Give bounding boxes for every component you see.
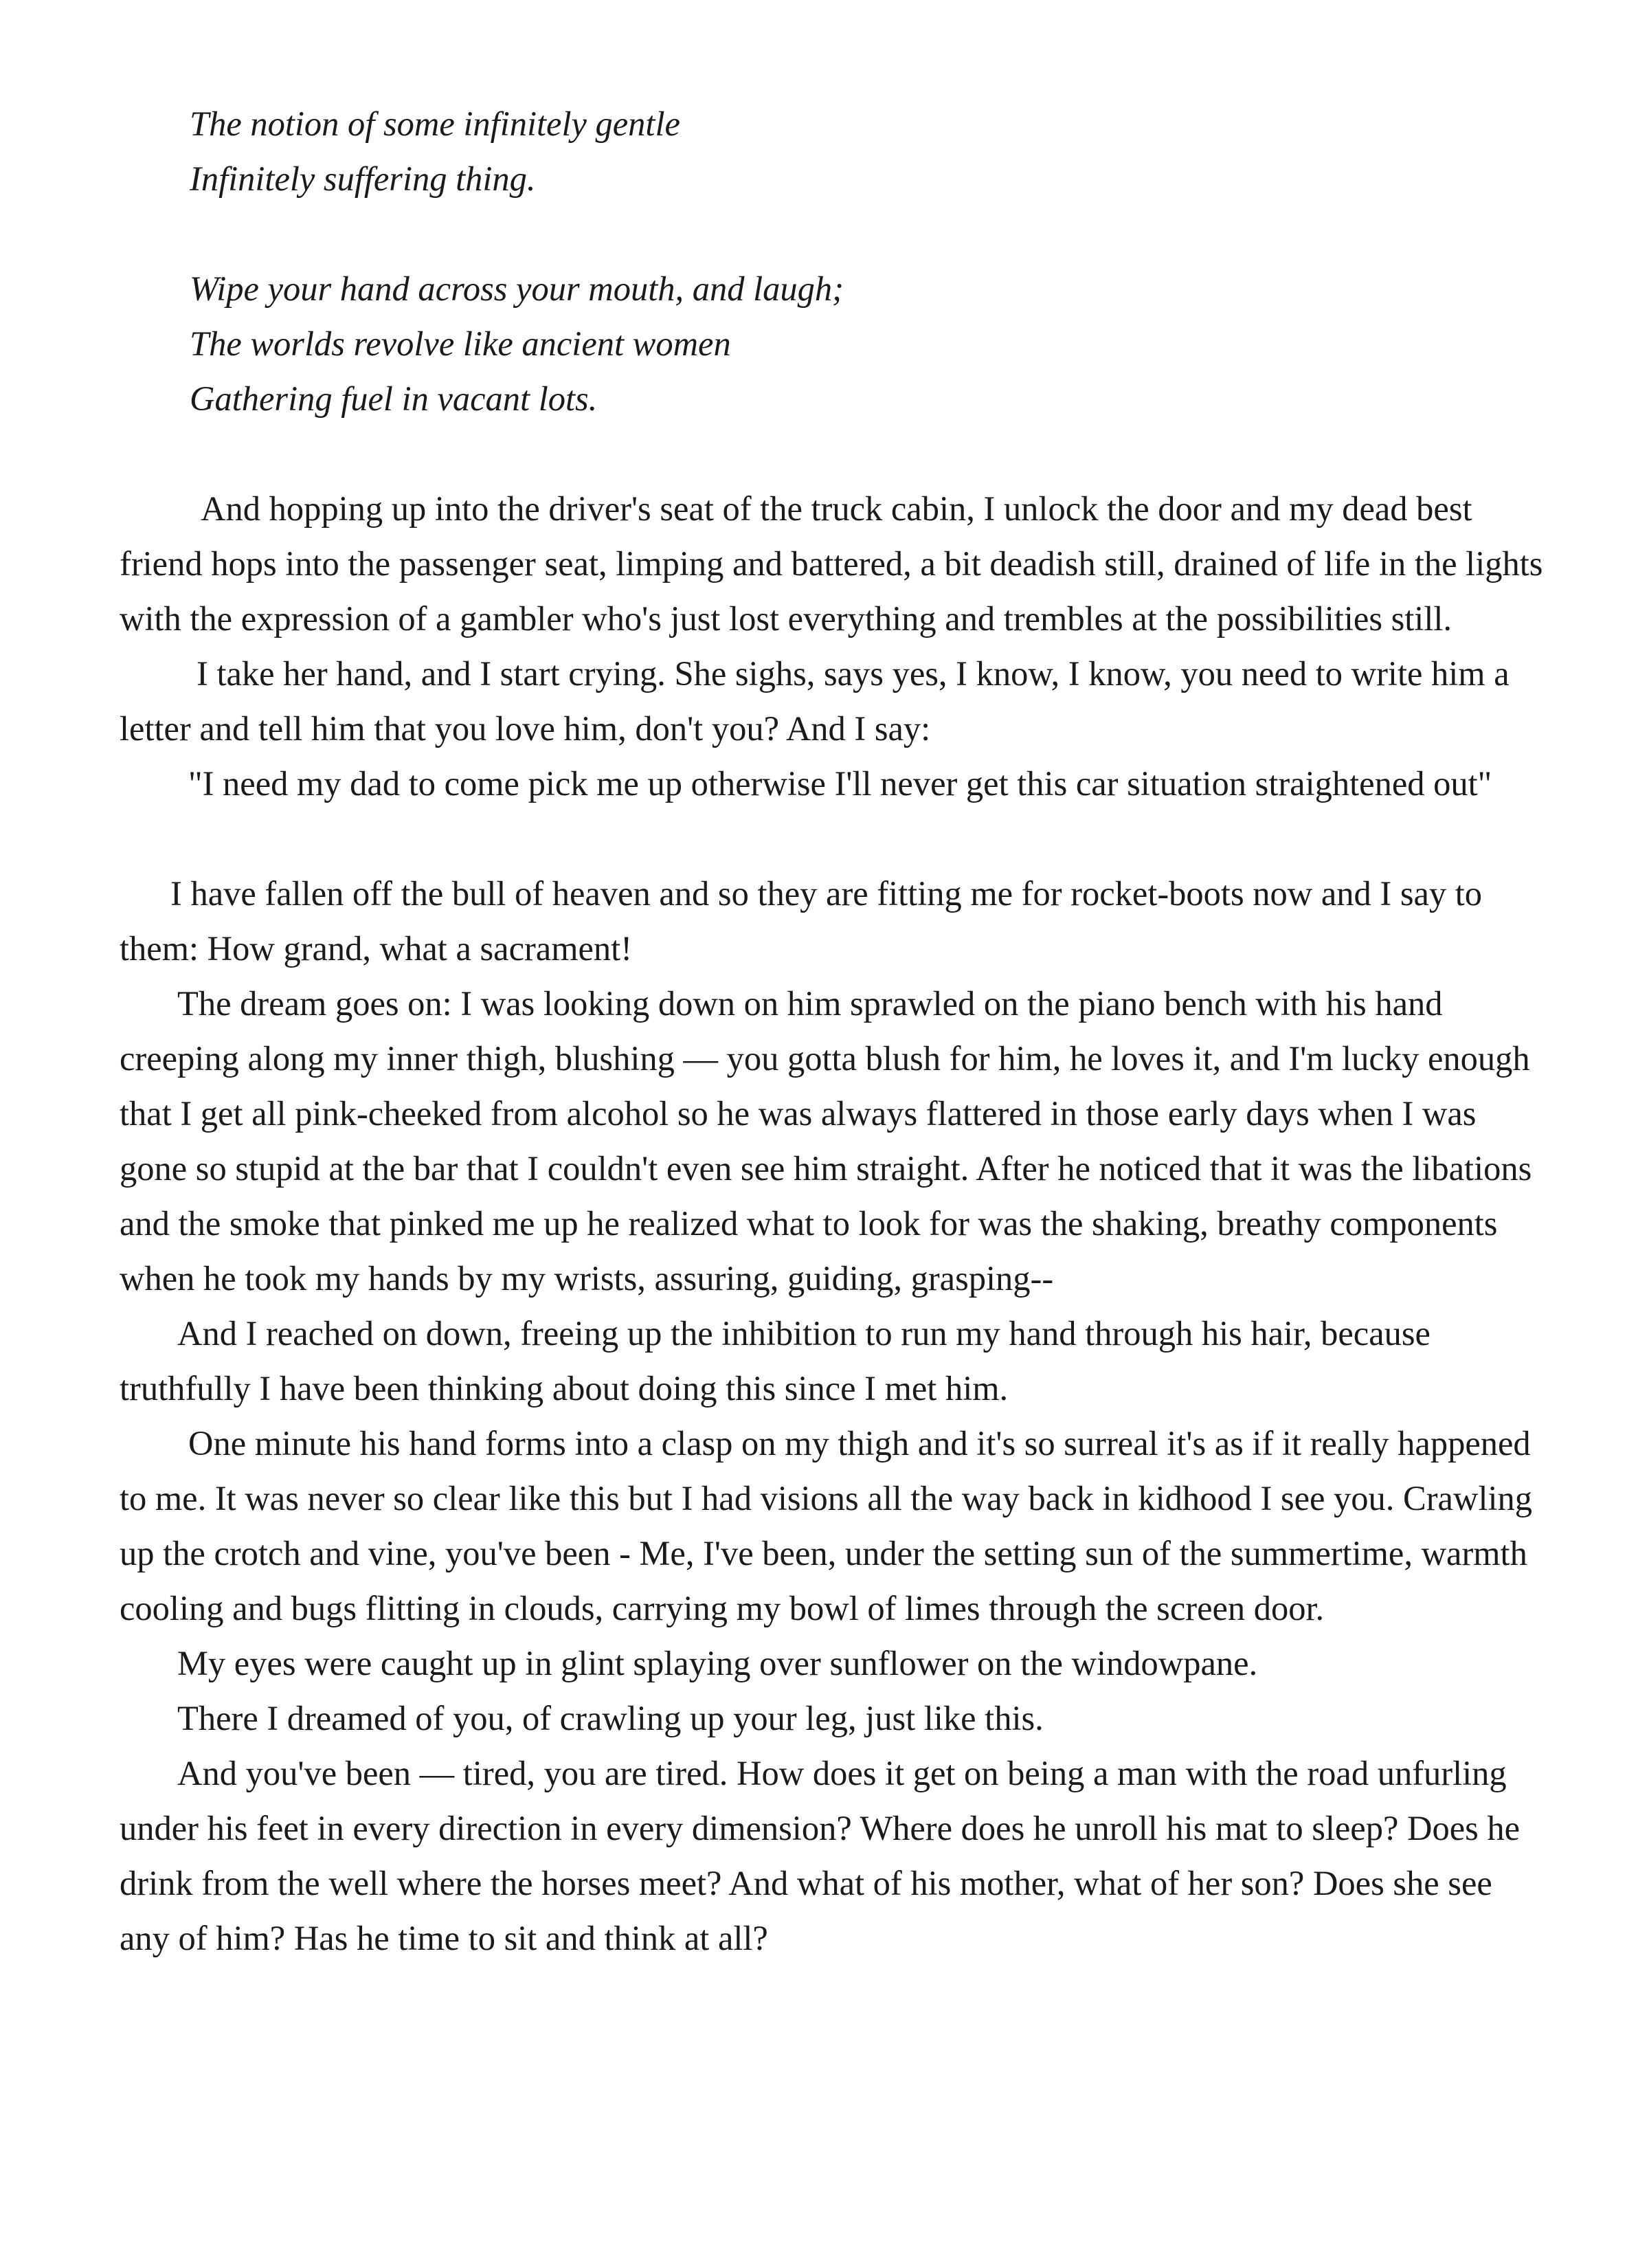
paragraph: I take her hand, and I start crying. She sighs, says yes, I know, I know, you need to write him a letter and tell him that you love him, don't you? And I say: xyxy=(120,654,1510,748)
paragraph: I have fallen off the bull of heaven and so they are fitting me for rocket-boots now and I say to them: How grand, what a sacrament! xyxy=(120,874,1483,968)
prose-section-2 xyxy=(120,866,1549,1966)
poem-line: The worlds revolve like ancient women xyxy=(190,324,731,363)
poem-line: Wipe your hand across your mouth, and laugh; xyxy=(190,269,844,308)
paragraph: "I need my dad to come pick me up otherwise I'll never get this car situation straightened out" xyxy=(188,764,1492,803)
paragraph: And you've been — tired, you are tired. How does it get on being a man with the road unfurling under his feet in every direction in every dimension? Where does he unroll his mat to sleep? Does he drink from the well where the horses meet? And what of his mother, what of her son? Does she see any of him? Has he time to sit and think at all? xyxy=(120,1754,1521,1957)
stanza-break xyxy=(190,206,1549,261)
paragraph: The dream goes on: I was looking down on him sprawled on the piano bench with his hand creeping along my inner thigh, blushing — you gotta blush for him, he loves it, and I'm lucky enough that I get all pink-cheeked from alcohol so he was always flattered in those early days when I was gone so stupid at the bar that I couldn't even see him straight. After he noticed that it was the libations and the smoke that pinked me up he realized what to look for was the shaking, breathy components when he took my hands by my wrists, assuring, guiding, grasping-- xyxy=(120,984,1532,1298)
section-break xyxy=(120,426,1549,481)
poem-line: Gathering fuel in vacant lots. xyxy=(190,379,598,418)
paragraph: My eyes were caught up in glint splaying over sunflower on the windowpane. xyxy=(177,1644,1258,1682)
poem-excerpt xyxy=(120,96,1549,426)
poem-line: Infinitely suffering thing. xyxy=(190,159,536,198)
paragraph: And hopping up into the driver's seat of the truck cabin, I unlock the door and my dead best friend hops into the passenger seat, limping and battered, a bit deadish still, drained of life in the lights with the expression of a gambler who's just lost everything and trembles at the possibilities still. xyxy=(120,489,1543,638)
prose-section-1 xyxy=(120,481,1549,811)
poem-line: The notion of some infinitely gentle xyxy=(190,104,680,143)
paragraph: One minute his hand forms into a clasp on my thigh and it's so surreal it's as if it really happened to me. It was never so clear like this but I had visions all the way back in kidhood I see you. Crawling up the crotch and vine, you've been - Me, I've been, under the setting sun of the summertime, warmth cooling and bugs flitting in clouds, carrying my bowl of limes through the screen door. xyxy=(120,1424,1533,1627)
section-break xyxy=(120,811,1549,866)
document-page xyxy=(120,96,1549,1966)
paragraph: And I reached on down, freeing up the inhibition to run my hand through his hair, because truthfully I have been thinking about doing this since I met him. xyxy=(120,1314,1431,1408)
paragraph: There I dreamed of you, of crawling up your leg, just like this. xyxy=(177,1699,1044,1737)
